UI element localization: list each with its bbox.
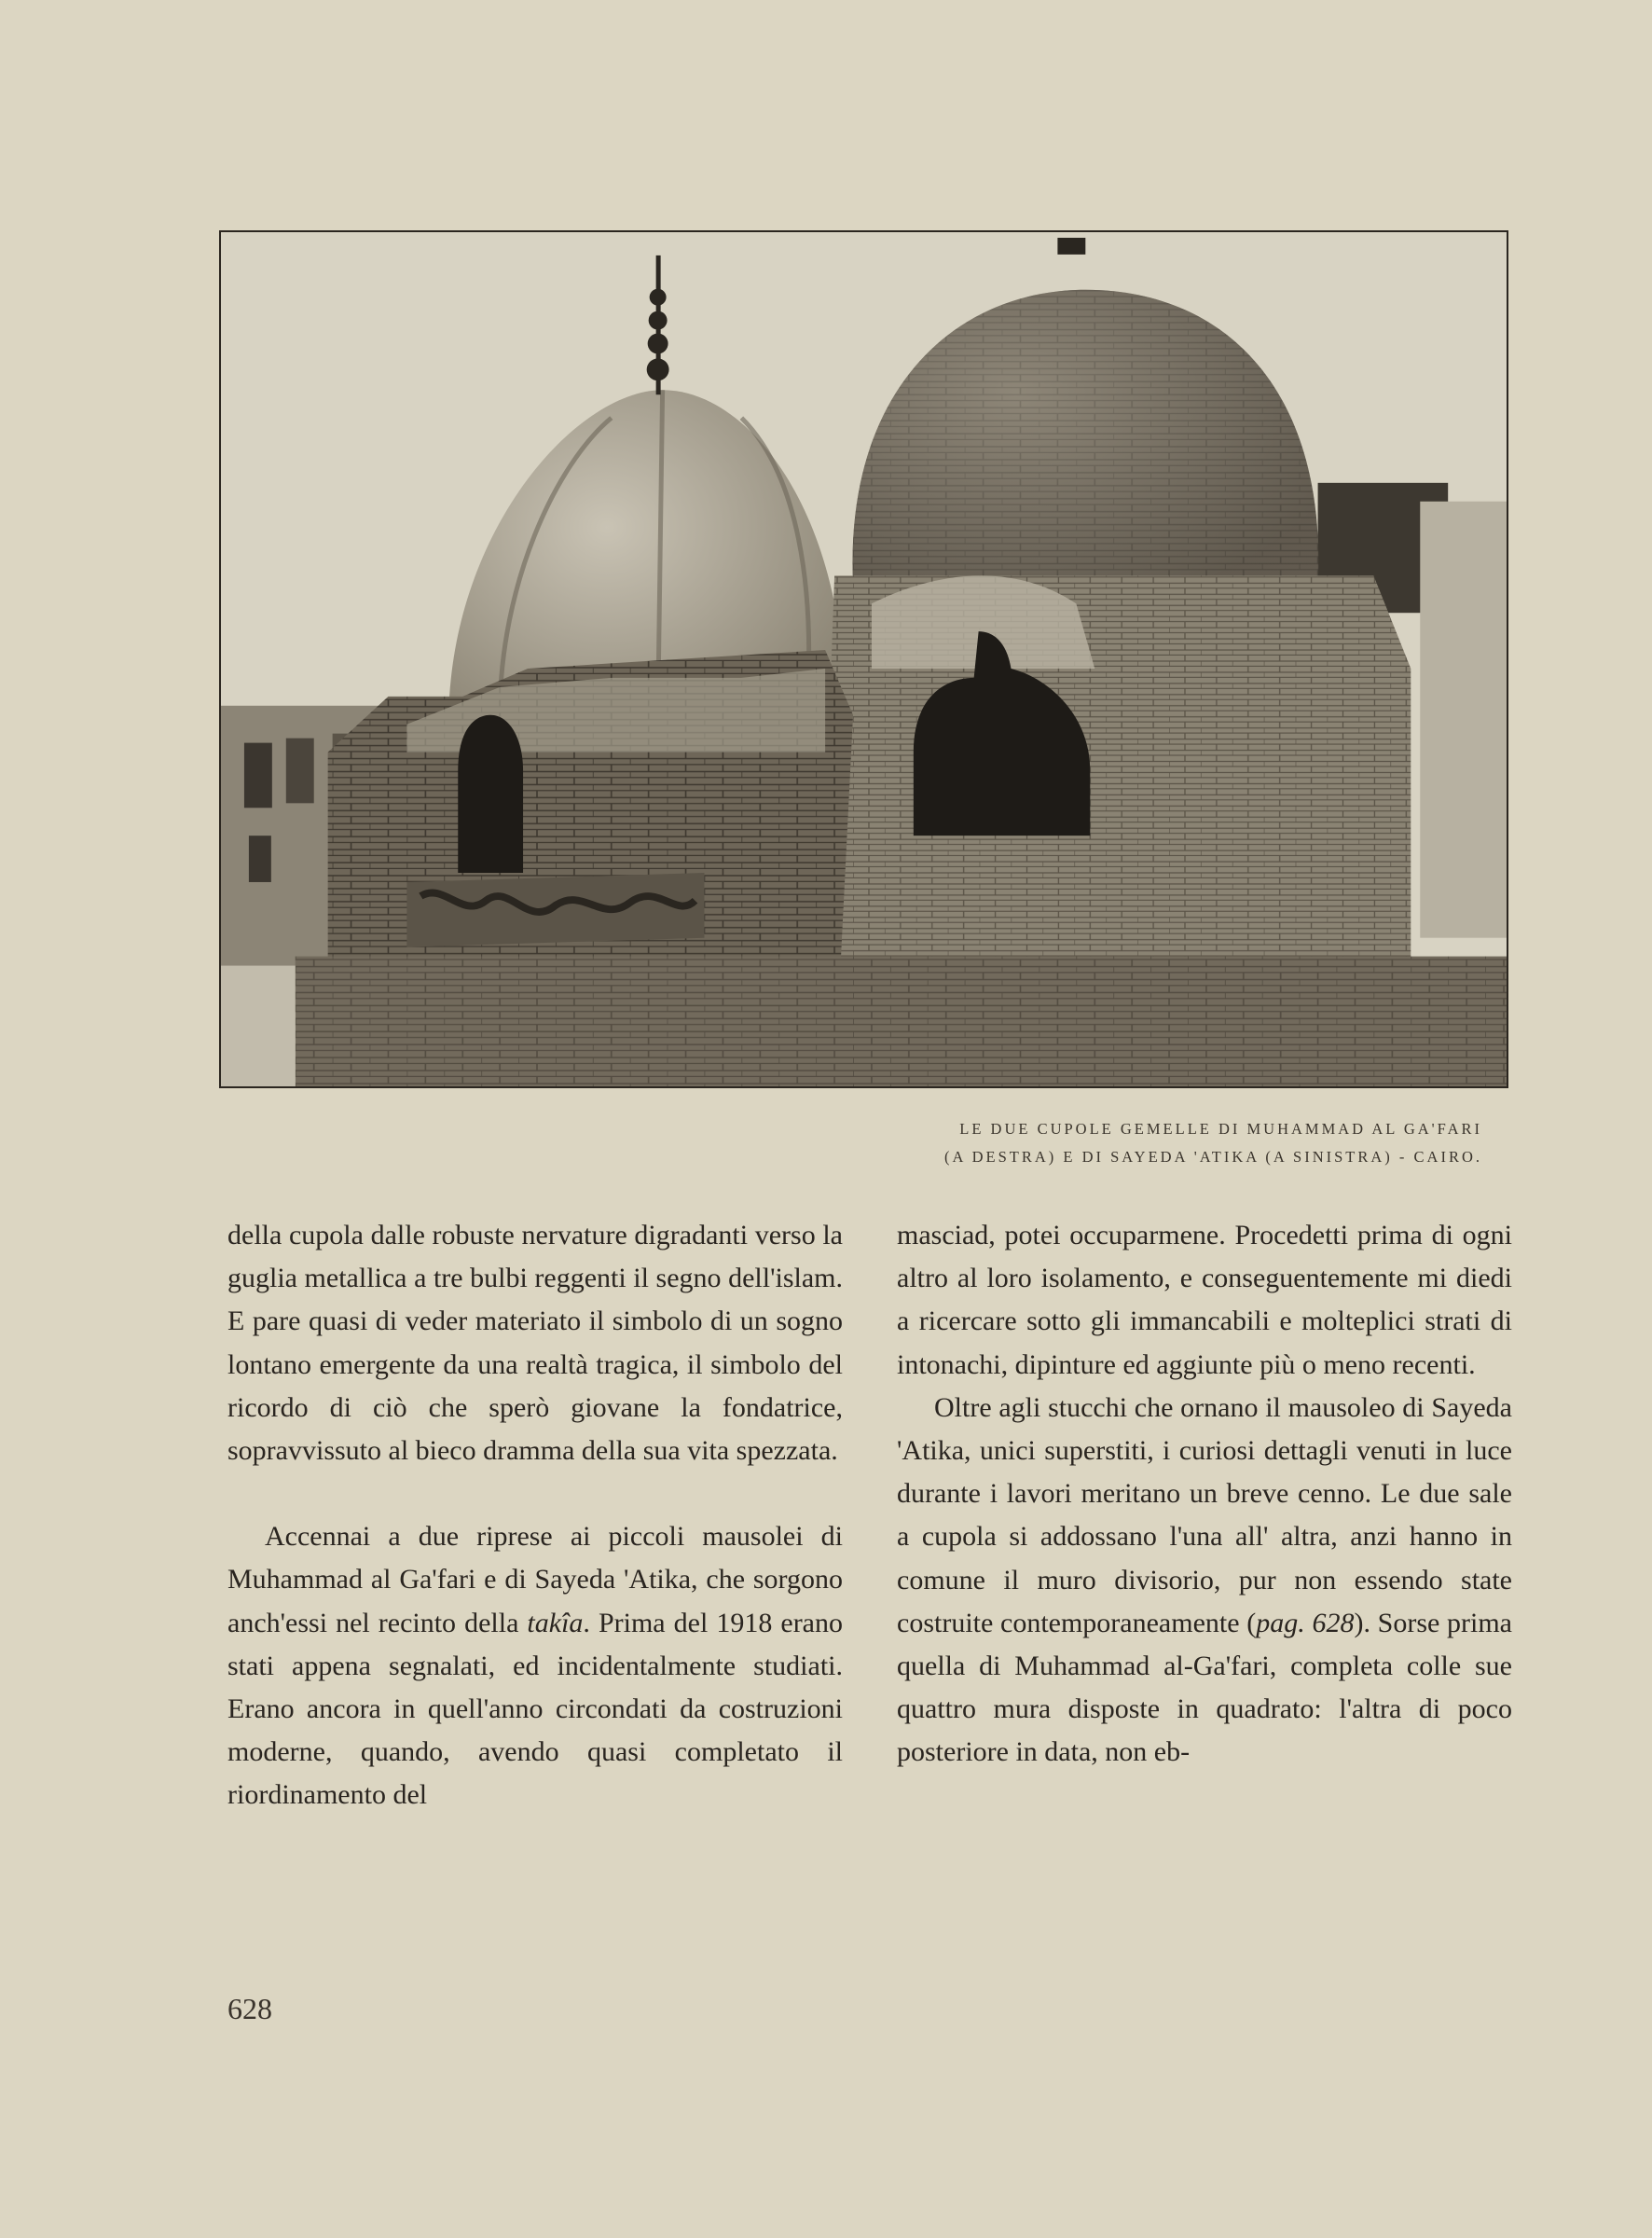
right-text-column — [897, 1214, 1512, 1775]
left-paragraph-1: della cupola dalle robuste nervature digradanti verso la guglia metallica a tre bulbi reggenti il segno dell'islam. E pare quasi di veder materiato il simbolo di un sogno lontano emergente da una realtà tragica, il simbolo del ricordo di ciò che sperò giovane la fondatrice, sopravvissuto al bieco dramma della sua vita spezzata. — [227, 1220, 843, 1467]
left-paragraph-2-part-a: Accennai a due riprese ai piccoli mausolei di Muhammad al Ga'fari e di Sayeda 'Atika, che sorgono anch'essi nel recinto della — [227, 1521, 843, 1638]
takia-italic-term: takîa — [527, 1607, 584, 1638]
caption-line-1: LE DUE CUPOLE GEMELLE DI MUHAMMAD AL GA'FARI — [959, 1120, 1482, 1138]
right-paragraph-2-part-b: ). Sorse prima quella di Muhammad al-Ga'fari, completa colle sue quattro mura disposte in quadrato: l'altra di poco posteriore in data, non eb- — [897, 1607, 1512, 1768]
photograph-twin-domes — [219, 230, 1508, 1088]
left-text-column — [227, 1214, 843, 1817]
figure-caption — [944, 1115, 1482, 1171]
right-paragraph-2 — [897, 1387, 1512, 1775]
page-reference-italic: pag. 628 — [1256, 1607, 1355, 1638]
right-paragraph-2-part-a: Oltre agli stucchi che ornano il mausoleo di Sayeda 'Atika, unici superstiti, i curiosi dettagli venuti in luce durante i lavori meritano un breve cenno. Le due sale a cupola si addossano l'una all' altra, anzi hanno in comune il muro divisorio, pur non essendo state costruite contemporaneamente ( — [897, 1391, 1512, 1638]
caption-line-2: (A DESTRA) E DI SAYEDA 'ATIKA (A SINISTRA) - CAIRO. — [943, 1148, 1482, 1166]
dome-photo-icon — [221, 232, 1507, 1086]
left-paragraph-2 — [227, 1515, 843, 1817]
page-number: 628 — [227, 1992, 272, 2025]
right-paragraph-1: masciad, potei occuparmene. Procedetti prima di ogni altro al loro isolamento, e conseguentemente mi diedi a ricercare sotto gli immancabili e molteplici strati di intonachi, dipinture ed aggiunte più o meno recenti. — [897, 1220, 1512, 1380]
left-paragraph-2-part-b: . Prima del 1918 erano stati appena segnalati, ed incidentalmente studiati. Erano ancora in quell'anno circondati da costruzioni moderne, quando, avendo quasi completato il riordinamento del — [227, 1607, 843, 1811]
